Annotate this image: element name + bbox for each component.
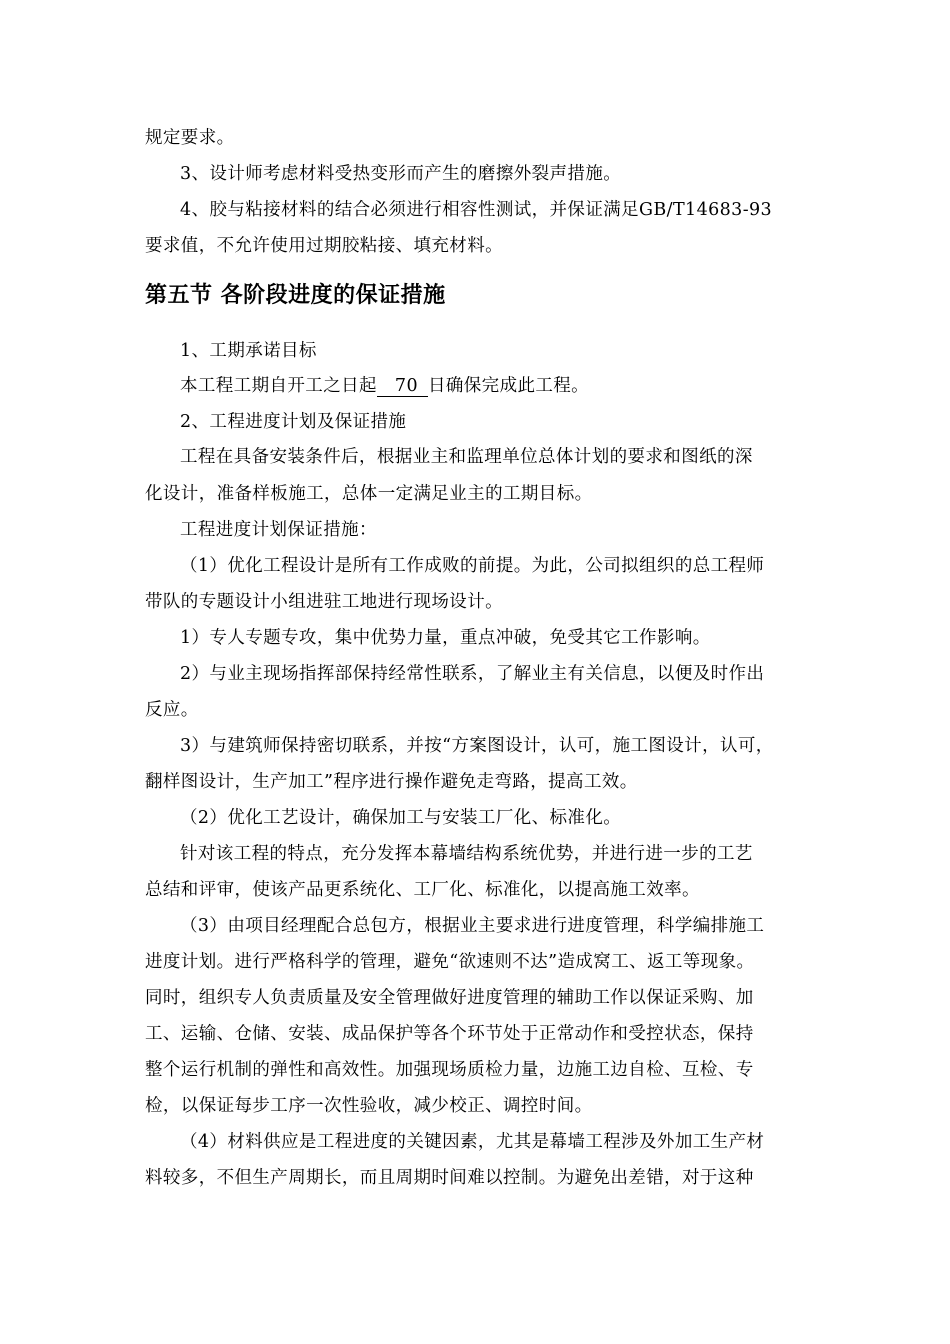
body-line: 同时，组织专人负责质量及安全管理做好进度管理的辅助工作以保证采购、加 (145, 988, 754, 1008)
body-line: （4）材料供应是工程进度的关键因素，尤其是幕墙工程涉及外加工生产材 (180, 1132, 765, 1152)
body-line: 进度计划。进行严格科学的管理，避免“欲速则不达”造成窝工、返工等现象。 (145, 952, 755, 972)
body-line: 1、工期承诺目标 (180, 341, 317, 361)
body-line: （1）优化工程设计是所有工作成败的前提。为此，公司拟组织的总工程师 (180, 556, 765, 576)
body-line: 翻样图设计，生产加工”程序进行操作避免走弯路，提高工效。 (145, 772, 638, 792)
section-heading: 第五节 各阶段进度的保证措施 (145, 283, 446, 308)
body-line: （2）优化工艺设计，确保加工与安装工厂化、标准化。 (180, 808, 622, 828)
body-line: 检，以保证每步工序一次性验收，减少校正、调控时间。 (145, 1096, 593, 1116)
body-line: 针对该工程的特点，充分发挥本幕墙结构系统优势，并进行进一步的工艺 (180, 844, 753, 864)
body-line: 总结和评审，使该产品更系统化、工厂化、标准化，以提高施工效率。 (145, 880, 700, 900)
body-line: 反应。 (145, 700, 199, 720)
period-sentence (180, 374, 589, 398)
body-line: 2、工程进度计划及保证措施 (180, 412, 407, 432)
body-line: 料较多，不但生产周期长，而且周期时间难以控制。为避免出差错，对于这种 (145, 1168, 754, 1188)
body-line: 工程进度计划保证措施： (180, 520, 377, 540)
period-value: 70 (377, 376, 428, 397)
body-line: 3）与建筑师保持密切联系，并按“方案图设计，认可，施工图设计，认可， (180, 736, 774, 756)
body-line: 带队的专题设计小组进驻工地进行现场设计。 (145, 592, 503, 612)
body-line: 要求值，不允许使用过期胶粘接、填充材料。 (145, 236, 503, 256)
body-line: 3、设计师考虑材料受热变形而产生的磨擦外裂声措施。 (180, 164, 622, 184)
body-line: 工程在具备安装条件后，根据业主和监理单位总体计划的要求和图纸的深 (180, 447, 753, 467)
body-line: （3）由项目经理配合总包方，根据业主要求进行进度管理，科学编排施工 (180, 916, 765, 936)
body-line: 整个运行机制的弹性和高效性。加强现场质检力量，边施工边自检、互检、专 (145, 1060, 754, 1080)
body-line: 规定要求。 (145, 128, 235, 148)
body-line: 2）与业主现场指挥部保持经常性联系，了解业主有关信息，以便及时作出 (180, 664, 765, 684)
body-line: 4、胶与粘接材料的结合必须进行相容性测试，并保证满足GB/T14683-93 (180, 200, 773, 220)
body-line: 1）专人专题专攻，集中优势力量，重点冲破，免受其它工作影响。 (180, 628, 711, 648)
body-line: 化设计，准备样板施工，总体一定满足业主的工期目标。 (145, 484, 593, 504)
period-text-after: 日确保完成此工程。 (427, 376, 590, 396)
body-line: 工、运输、仓储、安装、成品保护等各个环节处于正常动作和受控状态，保持 (145, 1024, 754, 1044)
period-text-before: 本工程工期自开工之日起 (180, 376, 377, 396)
